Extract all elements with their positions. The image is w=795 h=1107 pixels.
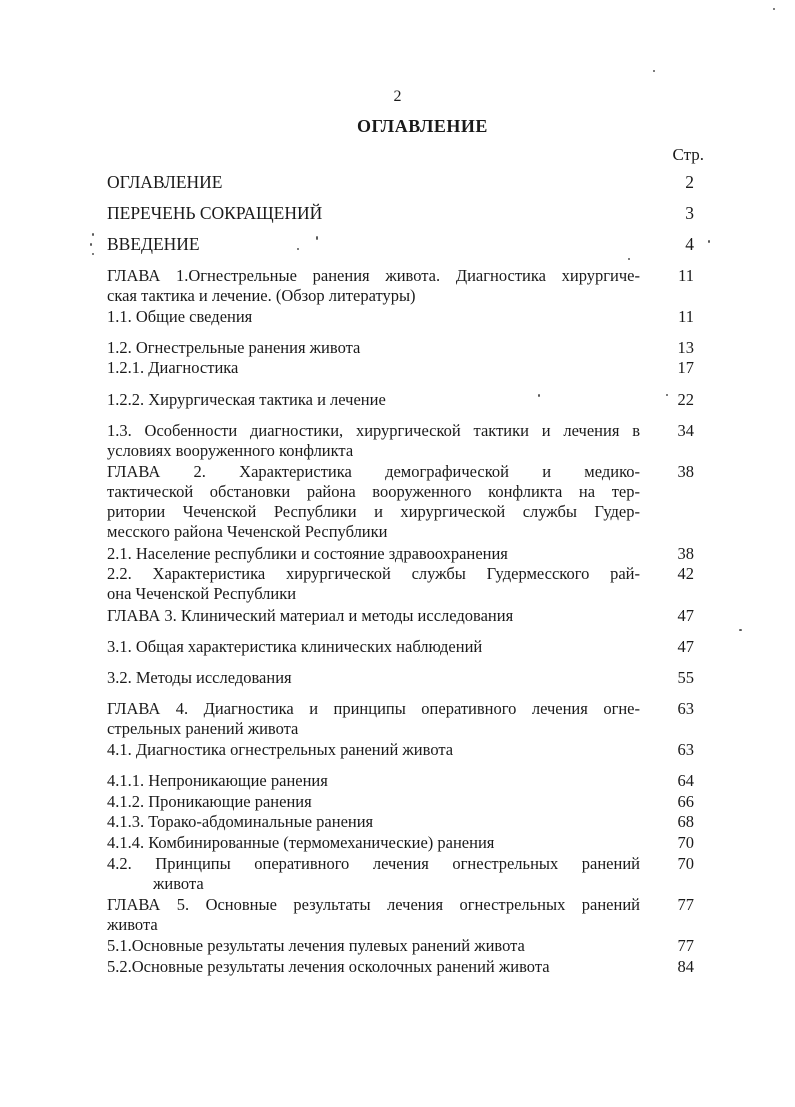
- toc-entry: [107, 854, 640, 894]
- toc-entry-title-line: тактической обстановки района вооруженного конфликта на тер-: [107, 482, 640, 501]
- toc-entry-title-line: 5.2.Основные результаты лечения осколочных ранений живота: [107, 957, 550, 976]
- toc-page-number: 11: [678, 307, 694, 326]
- toc-page-number: 42: [677, 564, 694, 583]
- toc-entry-title-line: стрельных ранений живота: [107, 719, 299, 738]
- toc-page-number: 38: [677, 544, 694, 563]
- toc-entry-title-line: ГЛАВА 3. Клинический материал и методы исследования: [107, 606, 514, 625]
- toc-entry-title-line: 1.2.1. Диагностика: [107, 358, 239, 377]
- toc-page-number: 63: [677, 699, 694, 718]
- toc-page-number: 11: [678, 266, 694, 285]
- toc-page-number: 77: [677, 895, 694, 914]
- toc-entry: [107, 307, 640, 327]
- toc-page-number: 63: [677, 740, 694, 759]
- toc-entry: [107, 390, 640, 410]
- toc-entry: [107, 792, 640, 812]
- toc-entry: [107, 606, 640, 626]
- toc-entry: [107, 936, 640, 956]
- scan-speck: [92, 233, 94, 236]
- toc-entry-title-line: 4.1.3. Торако-абдоминальные ранения: [107, 812, 374, 831]
- scan-speck: [297, 248, 299, 250]
- toc-page-number: 13: [677, 338, 694, 357]
- toc-entry: [107, 172, 640, 192]
- toc-entry: [107, 234, 640, 254]
- toc-entry-title-line: она Чеченской Республики: [107, 584, 297, 603]
- toc-entry-title-line: 4.2. Принципы оперативного лечения огнестрельных ранений: [107, 854, 640, 873]
- toc-page-number: 47: [677, 637, 694, 656]
- scan-speck: [666, 394, 668, 396]
- toc-page-number: 64: [677, 771, 694, 790]
- toc-entry: [107, 668, 640, 688]
- scan-speck: [90, 243, 92, 246]
- toc-entry-title-line: 1.2. Огнестрельные ранения живота: [107, 338, 361, 357]
- toc-page-number: 55: [677, 668, 694, 687]
- toc-entry: [107, 812, 640, 832]
- toc-entry-title-line: ГЛАВА 5. Основные результаты лечения огнестрельных ранений: [107, 895, 640, 914]
- toc-entry-title-line: 2.2. Характеристика хирургической службы Гудермесского рай-: [107, 564, 640, 583]
- toc-page-number: 70: [677, 854, 694, 873]
- scan-speck: [628, 258, 630, 260]
- scan-speck: [92, 253, 94, 255]
- page-column-label: Стр.: [672, 145, 704, 164]
- page-number: 2: [393, 88, 402, 105]
- toc-page-number: 68: [677, 812, 694, 831]
- toc-entry: [107, 338, 640, 358]
- toc-page-number: 3: [685, 203, 694, 223]
- toc-entry: [107, 266, 640, 306]
- toc-entry-title-line: ритории Чеченской Республики и хирургической службы Гудер-: [107, 502, 640, 521]
- toc-entry: [107, 203, 640, 223]
- toc-entry: [107, 833, 640, 853]
- toc-entry-title-line: ская тактика и лечение. (Обзор литературы): [107, 286, 416, 305]
- scan-speck: [739, 629, 742, 631]
- toc-entry-title-line: живота: [107, 915, 158, 934]
- toc-entry-title-line: условиях вооруженного конфликта: [107, 441, 354, 460]
- scan-speck: [708, 240, 710, 243]
- toc-entry-title-line: ПЕРЕЧЕНЬ СОКРАЩЕНИЙ: [107, 203, 323, 223]
- scan-speck: [316, 236, 318, 240]
- toc-page-number: 77: [677, 936, 694, 955]
- toc-entry-title-line: ВВЕДЕНИЕ: [107, 234, 200, 254]
- toc-page-number: 2: [685, 172, 694, 192]
- toc-entry-title-line: 4.1.4. Комбинированные (термомеханические) ранения: [107, 833, 495, 852]
- toc-page-number: 47: [677, 606, 694, 625]
- toc-page-number: 17: [677, 358, 694, 377]
- toc-page-number: 84: [677, 957, 694, 976]
- toc-entry-title-line: ГЛАВА 2. Характеристика демографической и медико-: [107, 462, 640, 481]
- toc-entry: [107, 740, 640, 760]
- toc-page-number: 66: [677, 792, 694, 811]
- toc-entry-title-line: 4.1.2. Проникающие ранения: [107, 792, 312, 811]
- toc-entry-title-line: живота: [153, 874, 204, 893]
- toc-page-number: 34: [677, 421, 694, 440]
- page-title: ОГЛАВЛЕНИЕ: [357, 116, 488, 136]
- scan-speck: [653, 70, 655, 72]
- toc-entry-title-line: 1.3. Особенности диагностики, хирургической тактики и лечения в: [107, 421, 640, 440]
- toc-entry-title-line: 1.1. Общие сведения: [107, 307, 253, 326]
- toc-entry-title-line: ГЛАВА 4. Диагностика и принципы оперативного лечения огне-: [107, 699, 640, 718]
- toc-entry-title-line: 3.2. Методы исследования: [107, 668, 292, 687]
- toc-entry: [107, 544, 640, 564]
- toc-entry: [107, 771, 640, 791]
- toc-entry-title-line: 4.1. Диагностика огнестрельных ранений живота: [107, 740, 454, 759]
- toc-page-number: 38: [677, 462, 694, 481]
- toc-entry: [107, 699, 640, 739]
- toc-entry: [107, 637, 640, 657]
- toc-entry: [107, 421, 640, 461]
- toc-entry-title-line: 4.1.1. Непроникающие ранения: [107, 771, 328, 790]
- toc-entry-title-line: 3.1. Общая характеристика клинических наблюдений: [107, 637, 483, 656]
- toc-page-number: 4: [685, 234, 694, 254]
- toc-entry: [107, 462, 640, 542]
- toc-entry: [107, 957, 640, 977]
- toc-entry-title-line: 5.1.Основные результаты лечения пулевых ранений живота: [107, 936, 525, 955]
- toc-entry-title-line: ГЛАВА 1.Огнестрельные ранения живота. Диагностика хирургиче-: [107, 266, 640, 285]
- scan-speck: [773, 8, 775, 10]
- toc-entry: [107, 564, 640, 604]
- toc-entry-title-line: 1.2.2. Хирургическая тактика и лечение: [107, 390, 386, 409]
- toc-entry: [107, 895, 640, 935]
- toc-page-number: 70: [677, 833, 694, 852]
- toc-entry-title-line: ОГЛАВЛЕНИЕ: [107, 172, 223, 192]
- toc-page-number: 22: [677, 390, 694, 409]
- toc-entry: [107, 358, 640, 378]
- toc-entry-title-line: 2.1. Население республики и состояние здравоохранения: [107, 544, 508, 563]
- scan-speck: [538, 394, 540, 397]
- toc-entry-title-line: месского района Чеченской Республики: [107, 522, 388, 541]
